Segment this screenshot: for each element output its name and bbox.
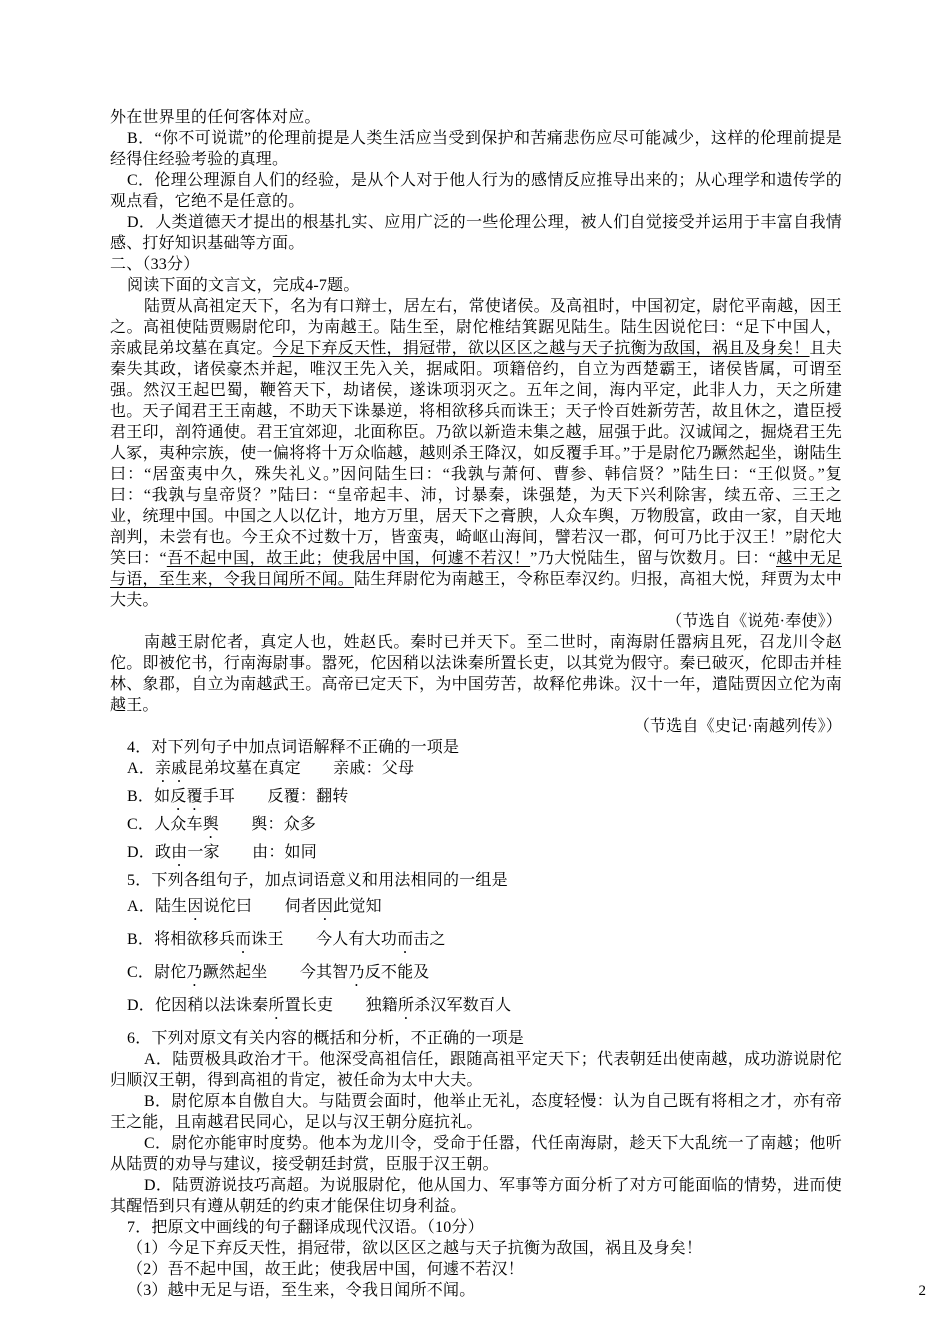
- option-text: 诛王 今人有大功: [251, 931, 398, 948]
- q4-option-b: [110, 786, 842, 814]
- section-heading: 二、（33分）: [110, 256, 200, 273]
- option-text: C．人众车: [127, 816, 203, 833]
- option-text: 杀汉军数百人: [414, 997, 512, 1014]
- underlined-sentence-1: 今足下弃反天性，捐冠带，欲以区区之越与天子抗衡为敌国，祸且及身矣！: [272, 340, 810, 357]
- option-text: 手耳 反覆：翻转: [202, 788, 349, 805]
- dotted-word: 因: [316, 898, 334, 915]
- dotted-word: 而: [397, 931, 414, 948]
- passage-shuoyuan: [110, 296, 842, 611]
- option-text: 蹶然起坐 今其智: [202, 964, 349, 981]
- dotted-word: 由: [171, 844, 188, 861]
- q5-option-d: [110, 995, 842, 1023]
- q6-option-c: C．尉佗亦能审时度势。他本为龙川令，受命于任嚣，代任南海尉，趁天下大乱统一了南越；他听从陆贾的劝导与建议，接受朝廷封赏，臣服于汉王朝。: [110, 1135, 842, 1173]
- q6-option-d: D．陆贾游说技巧高超。为说服尉佗，他从国力、军事等方面分析了对方可能面临的情势，进而使其醒悟到只有遵从朝廷的约束才能保住切身利益。: [110, 1177, 842, 1215]
- q5-option-c: [110, 962, 842, 990]
- option-text: 此觉知: [333, 898, 382, 915]
- option-text: 说佗曰 伺者: [203, 898, 317, 915]
- passage-text: 陆贾从高祖定天下，名为有口辩士，居左右，常使诸侯。及高祖时，中国初定，尉佗平南越，因王之。高祖使陆贾赐尉佗印，为南越王。陆生至，尉佗椎结箕踞见陆生。陆生因说佗曰：“足下中国人，亲戚昆弟坟墓在真定。: [110, 298, 842, 357]
- option-d: D．人类道德天才提出的根基扎实、应用广泛的一些伦理公理，被人们自觉接受并运用于丰富自我情感、打好知识基础等方面。: [110, 214, 842, 252]
- reading-instruction: 阅读下面的文言文，完成4-7题。: [127, 277, 360, 294]
- option-text: C．尉佗: [127, 964, 187, 981]
- q5-option-b: [110, 929, 842, 957]
- carryover-line: 外在世界里的任何客体对应。: [110, 109, 321, 126]
- passage-text: ”乃大悦陆生，留与饮数月。曰：“: [530, 550, 777, 567]
- dotted-word: 亲戚: [154, 760, 188, 777]
- q7-item-3: （3）越中无足与语，至生来，令我日闻所不闻。: [127, 1282, 476, 1299]
- option-text: 击之: [413, 931, 446, 948]
- passage-text: 且夫秦失其政，诸侯豪杰并起，唯汉王先入关，据咸阳。项籍倍约，自立为西楚霸王，诸侯皆属，可谓至强。然汉王起巴蜀，鞭笞天下，劫诸侯，遂诛项羽灭之。五年之间，海内平定，此非人力，天之所建也。天子闻君王王南越，不助天下诛暴逆，将相欲移兵而诛王；天子怜百姓新劳苦，故且休之，遣臣授君王印，剖符通使。君王宜郊迎，北面称臣。乃欲以新造未集之越，屈强于此。汉诚闻之，掘烧君王先人冢，夷种宗族，使一偏将将十万众临越，越则杀王降汉，如反覆手耳。”于是尉佗乃蹶然起坐，谢陆生曰：“居蛮夷中久，殊失礼义。”因问陆生曰：“我孰与萧何、曹参、韩信贤？”陆生曰：“王似贤。”复曰：“我孰与皇帝贤？”陆曰：“皇帝起丰、沛，讨暴秦，诛强楚，为天下兴利除害，续五帝、三王之业，统理中国。中国之人以亿计，地方万里，居天下之膏腴，人众车舆，万物殷富，政由一家，自天地剖判，未尝有也。今王众不过数十万，皆蛮夷，崎岖山海间，譬若汉一郡，何可乃比于汉王！”尉佗大笑曰：“: [110, 340, 842, 567]
- option-text: D．政: [127, 844, 172, 861]
- page-number: 2: [918, 1283, 926, 1299]
- option-text: 昆弟坟墓在真定 亲戚：父母: [187, 760, 415, 777]
- option-text: A．: [127, 760, 155, 777]
- q4-option-d: [110, 842, 842, 870]
- question-6-stem: 6．下列对原文有关内容的概括和分析，不正确的一项是: [127, 1030, 525, 1047]
- underlined-sentence-3: 越中无足与语，至生来，令我日闻所不闻。: [110, 550, 843, 588]
- q7-item-2: （2）吾不起中国，故王此；使我居中国，何遽不若汉！: [127, 1261, 525, 1278]
- passage-shiji: 南越王尉佗者，真定人也，姓赵氏。秦时已并天下。至二世时，南海尉任嚣病且死，召龙川令赵佗。即被佗书，行南海尉事。嚣死，佗因稍以法诛秦所置长吏，以其党为假守。秦已破灭，佗即击并桂林、象郡，自立为南越武王。高帝已定天下，为中国劳苦，故释佗弗诛。汉十一年，遣陆贾因立佗为南越王。: [110, 634, 842, 714]
- q6-option-a: A．陆贾极具政治才干。他深受高祖信任，跟随高祖平定天下；代表朝廷出使南越，成功游说尉佗归顺汉王朝，得到高祖的肯定，被任命为太中大夫。: [110, 1051, 842, 1089]
- underlined-sentence-2: 吾不起中国，故王此；使我居中国，何遽不若汉！: [166, 550, 531, 567]
- option-b: B．“你不可说谎”的伦理前提是人类生活应当受到保护和苦痛悲伤应尽可能减少，这样的伦理前提是经得住经验考验的真理。: [110, 130, 842, 168]
- dotted-word: 乃: [348, 964, 365, 981]
- passage-source-2: （节选自《史记·南越列传》）: [633, 718, 842, 735]
- question-5-stem: 5．下列各组句子，加点词语意义和用法相同的一组是: [127, 872, 508, 889]
- dotted-word: 所: [397, 997, 415, 1014]
- dotted-word: 而: [235, 931, 252, 948]
- q6-option-b: B．尉佗原本自傲自大。与陆贾会面时，他举止无礼，态度轻慢：认为自己既有将相之才，亦有帝王之能，且南越君民同心，足以与汉王朝分庭抗礼。: [110, 1093, 842, 1131]
- option-text: D．佗因稍以法诛秦: [127, 997, 269, 1014]
- option-text: A．陆生: [127, 898, 188, 915]
- dotted-word: 因: [187, 898, 204, 915]
- option-text: B．如: [127, 788, 171, 805]
- dotted-word: 舆: [202, 816, 219, 833]
- q7-item-1: （1）今足下弃反天性，捐冠带，欲以区区之越与天子抗衡为敌国，祸且及身矣！: [127, 1240, 703, 1257]
- option-text: B．将相欲移兵: [127, 931, 236, 948]
- q4-option-c: [110, 814, 842, 842]
- passage-text: 陆生拜尉佗为南越王，令称臣奉汉约。归报，高祖大悦，拜贾为太中大夫。: [110, 571, 842, 609]
- q5-option-a: [110, 896, 842, 924]
- question-7-stem: 7．把原文中画线的句子翻译成现代汉语。（10分）: [127, 1219, 484, 1236]
- option-text: 反不能及: [364, 964, 430, 981]
- option-text: 置长吏 独籍: [284, 997, 398, 1014]
- dotted-word: 乃: [186, 964, 203, 981]
- option-text: 一家 由：如同: [187, 844, 317, 861]
- dotted-word: 所: [268, 997, 285, 1014]
- passage-source-1: （节选自《说苑·奉使》）: [666, 613, 842, 630]
- option-text: 舆：众多: [218, 816, 317, 833]
- page-content: [110, 107, 842, 1301]
- option-c: C．伦理公理源自人们的经验，是从个人对于他人行为的感情反应推导出来的；从心理学和遗传学的观点看，它绝不是任意的。: [110, 172, 842, 210]
- question-4-stem: 4．对下列句子中加点词语解释不正确的一项是: [127, 739, 460, 756]
- q4-option-a: [110, 758, 842, 786]
- dotted-word: 反覆: [170, 788, 203, 805]
